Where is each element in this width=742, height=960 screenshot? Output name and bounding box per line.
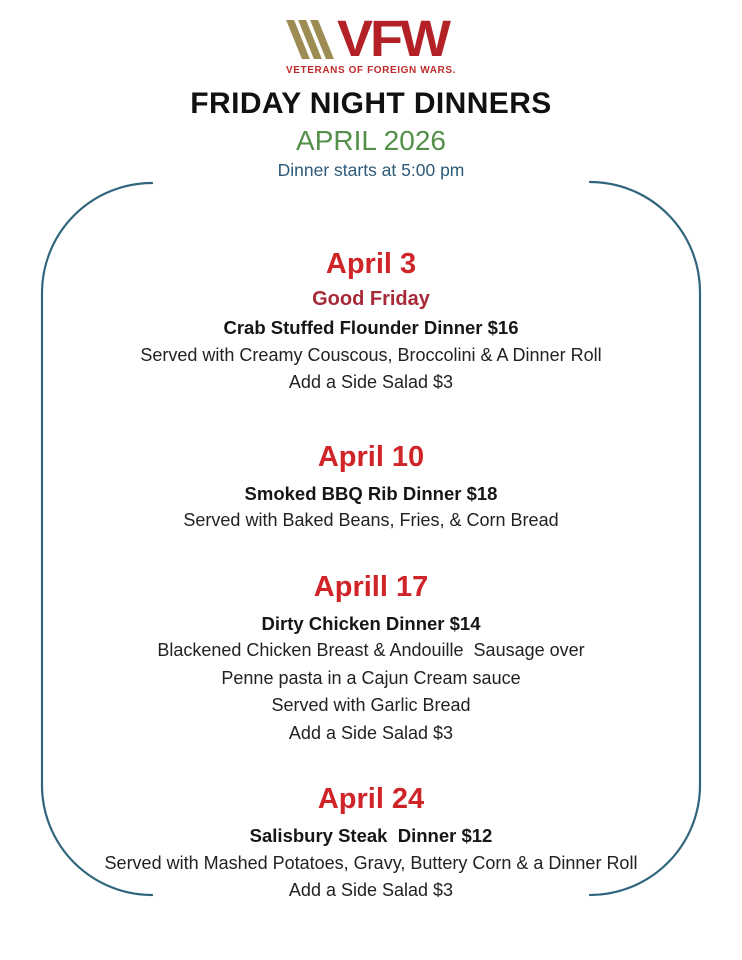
start-time-note: Dinner starts at 5:00 pm [277, 160, 465, 180]
section-date: April 3 [325, 248, 417, 280]
flyer-header [0, 0, 742, 181]
detail-line: Blackened Chicken Breast & Andouille Sausage over [157, 640, 585, 660]
month-subtitle: APRIL 2026 [296, 125, 446, 156]
detail-line: Penne pasta in a Cajun Cream sauce [221, 667, 521, 688]
page-title: FRIDAY NIGHT DINNERS [190, 87, 552, 120]
vfw-logo-tagline: VETERANS OF FOREIGN WARS. [285, 65, 456, 76]
detail-line: Add a Side Salad $3 [288, 372, 454, 392]
entree-line: Salisbury Steak Dinner $12 [249, 825, 493, 846]
entree-line: Smoked BBQ Rib Dinner $18 [244, 482, 498, 504]
section-date: April 24 [317, 783, 425, 815]
detail-line: Add a Side Salad $3 [288, 880, 454, 900]
vfw-stripes-icon [294, 20, 330, 59]
menu-section-april-3 [0, 247, 742, 397]
vfw-logo [285, 10, 456, 76]
menu-section-april-10 [0, 440, 742, 535]
detail-line: Add a Side Salad $3 [288, 722, 454, 743]
detail-line: Served with Garlic Bread [271, 695, 471, 715]
menu-sections [0, 247, 742, 905]
section-subtitle: Good Friday [312, 288, 430, 310]
menu-section-april-17 [0, 570, 742, 748]
detail-line: Served with Creamy Couscous, Broccolini & A Dinner Roll [140, 344, 602, 365]
section-date: Aprill 17 [313, 570, 429, 603]
entree-line: Crab Stuffed Flounder Dinner $16 [223, 317, 519, 338]
vfw-logo-acronym: VFW [337, 10, 448, 68]
section-date: April 10 [317, 440, 425, 473]
detail-line: Served with Mashed Potatoes, Gravy, Buttery Corn & a Dinner Roll [104, 852, 638, 873]
entree-line: Dirty Chicken Dinner $14 [261, 612, 481, 634]
detail-line: Served with Baked Beans, Fries, & Corn Bread [183, 510, 559, 530]
menu-section-april-24 [0, 782, 742, 905]
